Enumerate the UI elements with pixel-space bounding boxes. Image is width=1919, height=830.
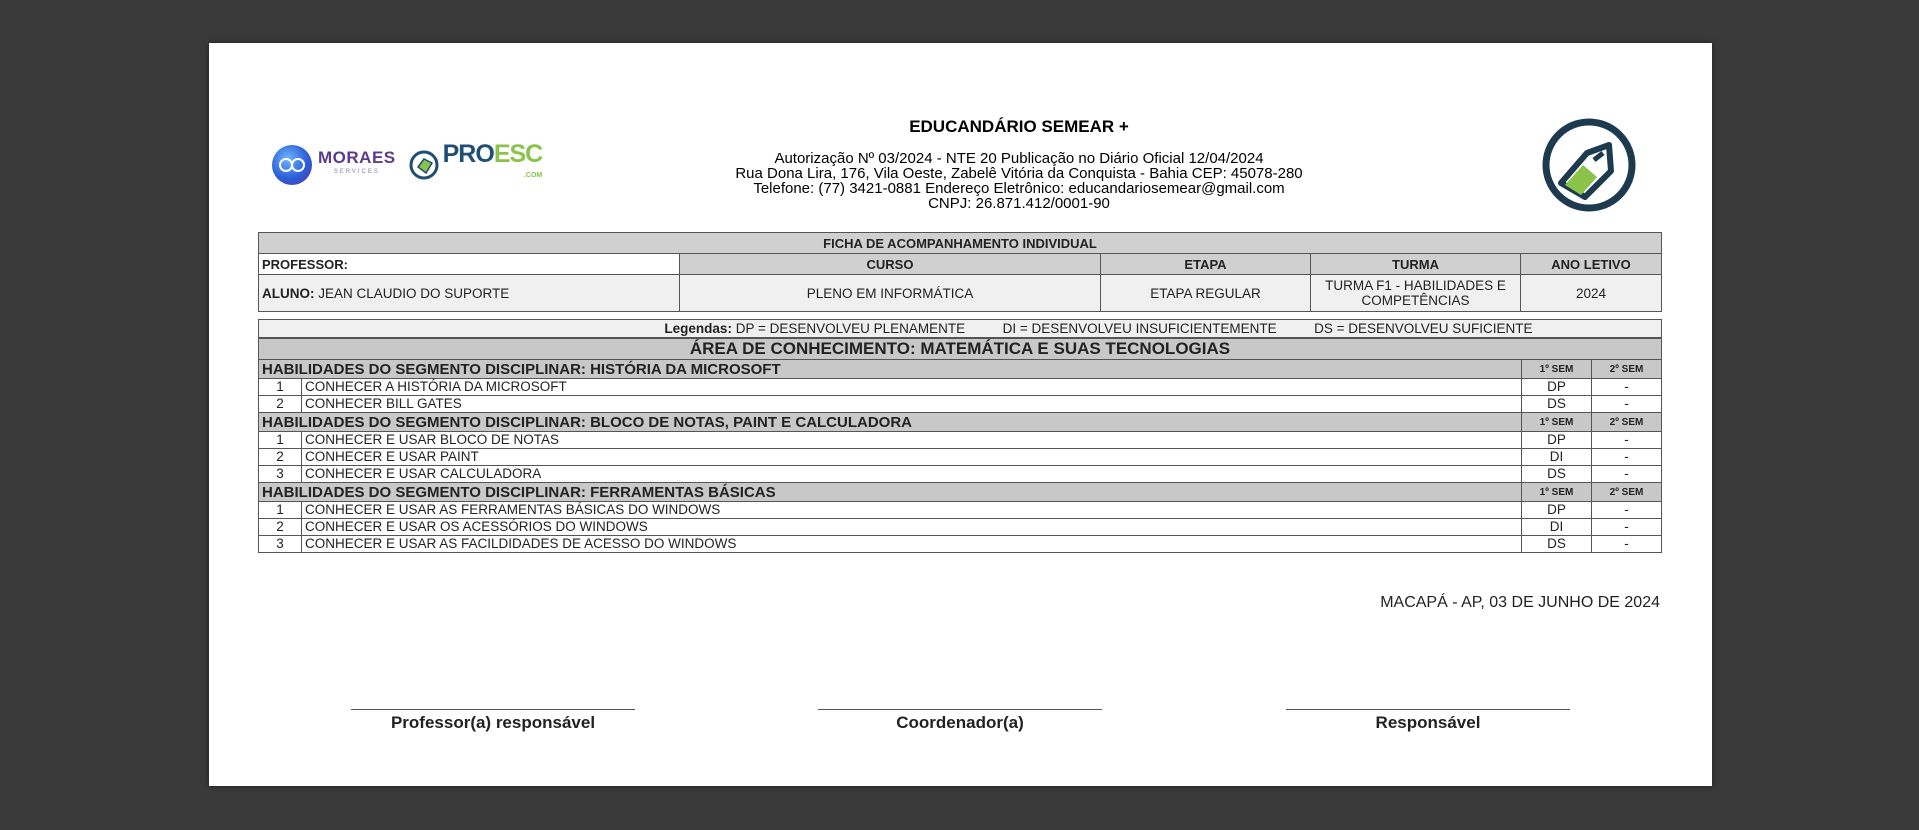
- sem1-grade: DS: [1522, 466, 1592, 483]
- signature-label: Responsável: [1375, 713, 1481, 732]
- student-info-table: [258, 232, 1662, 312]
- institution-authorization: Autorização Nº 03/2024 - NTE 20 Publicação no Diário Oficial 12/04/2024: [774, 150, 1264, 167]
- student-cell: [259, 275, 680, 312]
- sem2-grade: -: [1592, 466, 1662, 483]
- turma-header: TURMA: [1311, 254, 1521, 275]
- legend: [259, 320, 1662, 338]
- sem2-header: 2º SEM: [1592, 413, 1662, 432]
- skill-number: 3: [259, 536, 302, 553]
- etapa-header: ETAPA: [1101, 254, 1311, 275]
- skill-text: CONHECER E USAR BLOCO DE NOTAS: [302, 432, 1522, 449]
- legend-di: DI = DESENVOLVEU INSUFICIENTEMENTE: [1002, 321, 1277, 336]
- table-row: [259, 519, 1662, 536]
- signature-line: [818, 709, 1102, 710]
- skill-number: 2: [259, 519, 302, 536]
- legend-ds: DS = DESENVOLVEU SUFICIENTE: [1314, 321, 1533, 336]
- sem1-grade: DS: [1522, 396, 1592, 413]
- legend-table: [258, 319, 1662, 338]
- moraes-logo: MORAES SERVICES: [318, 148, 396, 175]
- proesc-logo: PROESC .COM: [442, 140, 543, 179]
- skill-number: 1: [259, 432, 302, 449]
- document-page: [209, 43, 1712, 786]
- signature-label: Professor(a) responsável: [390, 713, 596, 732]
- segment-title: HABILIDADES DO SEGMENTO DISCIPLINAR: FERRAMENTAS BÁSICAS: [259, 483, 1522, 502]
- signature-line: [1286, 709, 1570, 710]
- skill-text: CONHECER E USAR OS ACESSÓRIOS DO WINDOWS: [302, 519, 1522, 536]
- sem2-header: 2º SEM: [1592, 483, 1662, 502]
- sem1-grade: DP: [1522, 432, 1592, 449]
- skill-number: 2: [259, 396, 302, 413]
- sem1-header: 1º SEM: [1522, 483, 1592, 502]
- knowledge-area-title: ÁREA DE CONHECIMENTO: MATEMÁTICA E SUAS TECNOLOGIAS: [259, 339, 1662, 360]
- sem1-grade: DI: [1522, 519, 1592, 536]
- sem2-grade: -: [1592, 379, 1662, 396]
- skills-table: [258, 338, 1662, 553]
- table-row: [259, 379, 1662, 396]
- signature-guardian: [1286, 709, 1570, 733]
- skill-text: CONHECER E USAR AS FERRAMENTAS BÁSICAS DO WINDOWS: [302, 502, 1522, 519]
- sem1-grade: DI: [1522, 449, 1592, 466]
- ano-value: 2024: [1521, 275, 1662, 312]
- institution-address: Rua Dona Lira, 176, Vila Oeste, Zabelê Vitória da Conquista - Bahia CEP: 45078-280: [735, 165, 1303, 182]
- skill-text: CONHECER E USAR PAINT: [302, 449, 1522, 466]
- legend-dp: DP = DESENVOLVEU PLENAMENTE: [735, 321, 966, 336]
- curso-header: CURSO: [680, 254, 1101, 275]
- sem2-grade: -: [1592, 432, 1662, 449]
- table-row: [259, 536, 1662, 553]
- institution-name: EDUCANDÁRIO SEMEAR +: [909, 117, 1129, 136]
- segment-title: HABILIDADES DO SEGMENTO DISCIPLINAR: HISTÓRIA DA MICROSOFT: [259, 360, 1522, 379]
- sem2-header: 2º SEM: [1592, 360, 1662, 379]
- sem1-grade: DP: [1522, 379, 1592, 396]
- table-row: [259, 466, 1662, 483]
- skill-text: CONHECER BILL GATES: [302, 396, 1522, 413]
- legend-label: Legendas:: [664, 321, 732, 336]
- curso-value: PLENO EM INFORMÁTICA: [680, 275, 1101, 312]
- institution-contact: Telefone: (77) 3421-0881 Endereço Eletrônico: educandariosemear@gmail.com: [753, 180, 1285, 197]
- sem2-grade: -: [1592, 396, 1662, 413]
- segment-title: HABILIDADES DO SEGMENTO DISCIPLINAR: BLOCO DE NOTAS, PAINT E CALCULADORA: [259, 413, 1522, 432]
- table-row: [259, 432, 1662, 449]
- school-logo-icon: [1539, 115, 1639, 215]
- turma-value: TURMA F1 - HABILIDADES E COMPETÊNCIAS: [1311, 275, 1521, 312]
- ano-header: ANO LETIVO: [1521, 254, 1662, 275]
- sem2-grade: -: [1592, 449, 1662, 466]
- signature-professor: [351, 709, 635, 733]
- moraes-logo-icon: [272, 145, 312, 185]
- report-tables: [258, 232, 1662, 553]
- document-date: MACAPÁ - AP, 03 DE JUNHO DE 2024: [1380, 594, 1660, 611]
- table-row: [259, 502, 1662, 519]
- ficha-title: FICHA DE ACOMPANHAMENTO INDIVIDUAL: [259, 233, 1662, 254]
- professor-label: PROFESSOR:: [259, 254, 680, 275]
- etapa-value: ETAPA REGULAR: [1101, 275, 1311, 312]
- skill-number: 3: [259, 466, 302, 483]
- skill-number: 1: [259, 379, 302, 396]
- skill-number: 2: [259, 449, 302, 466]
- signature-line: [351, 709, 635, 710]
- institution-cnpj: CNPJ: 26.871.412/0001-90: [928, 195, 1110, 212]
- student-name: JEAN CLAUDIO DO SUPORTE: [318, 285, 510, 301]
- table-row: [259, 449, 1662, 466]
- sem2-grade: -: [1592, 536, 1662, 553]
- partner-logos: [272, 140, 543, 187]
- skill-text: CONHECER A HISTÓRIA DA MICROSOFT: [302, 379, 1522, 396]
- sem1-header: 1º SEM: [1522, 360, 1592, 379]
- signature-label: Coordenador(a): [896, 713, 1024, 732]
- skill-number: 1: [259, 502, 302, 519]
- proesc-logo-icon: [408, 149, 440, 181]
- sem1-grade: DS: [1522, 536, 1592, 553]
- sem2-grade: -: [1592, 502, 1662, 519]
- table-row: [259, 396, 1662, 413]
- skill-text: CONHECER E USAR AS FACILDIDADES DE ACESSO DO WINDOWS: [302, 536, 1522, 553]
- sem2-grade: -: [1592, 519, 1662, 536]
- sem1-grade: DP: [1522, 502, 1592, 519]
- signature-coordinator: [818, 709, 1102, 733]
- skill-text: CONHECER E USAR CALCULADORA: [302, 466, 1522, 483]
- sem1-header: 1º SEM: [1522, 413, 1592, 432]
- aluno-label: ALUNO:: [262, 285, 315, 301]
